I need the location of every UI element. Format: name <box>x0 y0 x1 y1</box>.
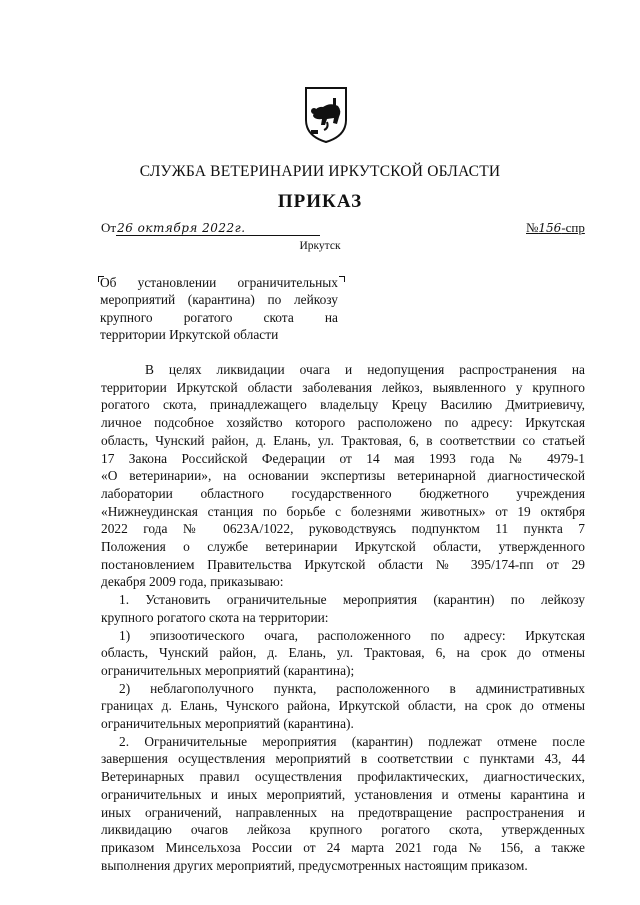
body-line: «Нижнеудинская станция по борьбе с болезнями животных» от 19 октября <box>101 503 585 519</box>
body-line: ограничительных мероприятий (карантина); <box>101 662 355 678</box>
number-handwritten: 156 <box>538 221 562 235</box>
subject-line: Об установлении ограничительных <box>100 275 338 290</box>
body-line: завершения осуществления мероприятий в соответствии с пунктами 43, 44 <box>101 751 585 767</box>
body-line: В целях ликвидации очага и недопущения распространения на <box>145 362 585 377</box>
subject-line: мероприятий (карантина) по лейкозу <box>100 292 338 308</box>
subject-corner-right <box>339 276 345 282</box>
body-line: лаборатории областного государственного бюджетного учреждения <box>101 485 585 501</box>
body-line: ограничительных мероприятий (карантина). <box>101 716 354 732</box>
body-line: 1. Установить ограничительные мероприятия (карантин) по лейкозу <box>119 592 585 608</box>
date-prefix: От <box>101 220 117 235</box>
body-line: постановлением Правительства Иркутской области № 395/174-пп от 29 <box>101 556 585 572</box>
date-line <box>101 220 320 236</box>
number-prefix: № <box>526 220 539 235</box>
body-line: рогатого скота, принадлежащего владельцу Крецу Василию Дмитриевичу, <box>101 397 585 413</box>
number-suffix: -спр <box>561 220 585 235</box>
body-line: область, Чунский район, д. Елань, ул. Трактовая, 6, в соответствии со статьей <box>101 432 585 448</box>
body-line: 2022 года № 0623А/1022, руководствуясь подпунктом 11 пункта 7 <box>101 521 585 537</box>
body-line: Ветеринарных правил осуществления профилактических, диагностических, <box>101 769 585 785</box>
irkutsk-coat-of-arms-icon <box>303 86 349 144</box>
body-line: крупного рогатого скота на территории: <box>101 609 329 625</box>
body-line: выполнения других мероприятий, предусмотренных настоящим приказом. <box>101 857 528 873</box>
body-line: Положения о службе ветеринарии Иркутской области, утвержденного <box>101 539 585 555</box>
document-number <box>526 220 585 236</box>
subject-line: крупного рогатого скота на <box>100 309 338 325</box>
body-line: ликвидацию очагов лейкоза крупного рогатого скота, утвержденных <box>101 822 585 838</box>
date-handwritten: 26 октября 2022г. <box>116 221 320 236</box>
body-line: 1) эпизоотического очага, расположенного по адресу: Иркутская <box>119 627 585 643</box>
body-line: 2) неблагополучного пункта, расположенного в административных <box>119 680 585 696</box>
document-body <box>101 361 585 874</box>
city: Иркутск <box>299 240 341 252</box>
body-line: декабря 2009 года, приказываю: <box>101 574 284 590</box>
subject-line: территории Иркутской области <box>100 327 279 343</box>
document-type: ПРИКАЗ <box>277 191 363 212</box>
body-line: иных ограничений, направленных на предотвращение распространения и <box>101 804 585 820</box>
body-line: территории Иркутской области заболевания лейкоз, выявленного у крупного <box>101 379 585 395</box>
body-line: границах д. Елань, Чунского района, Иркутской области, на срок до отмены <box>101 698 585 714</box>
body-line: область, Чунский район, д. Елань, ул. Трактовая, 6, на срок до отмены <box>101 645 585 661</box>
body-line: личное подсобное хозяйство которого расположено по адресу: Иркутская <box>101 415 585 431</box>
body-line: приказом Минсельхоза России от 24 марта 2021 года № 156, а также <box>101 839 585 855</box>
body-line: ограничительных и иных мероприятий, установления и отмены карантина и <box>101 786 585 802</box>
body-line: 17 Закона Российской Федерации от 14 мая 1993 года № 4979-1 <box>101 450 585 466</box>
document-subject <box>100 274 338 344</box>
body-line: «О ветеринарии», на основании экспертизы ветеринарной диагностической <box>101 468 585 484</box>
agency-name: СЛУЖБА ВЕТЕРИНАРИИ ИРКУТСКОЙ ОБЛАСТИ <box>139 163 501 180</box>
body-line: 2. Ограничительные мероприятия (карантин) подлежат отмене после <box>119 733 585 749</box>
